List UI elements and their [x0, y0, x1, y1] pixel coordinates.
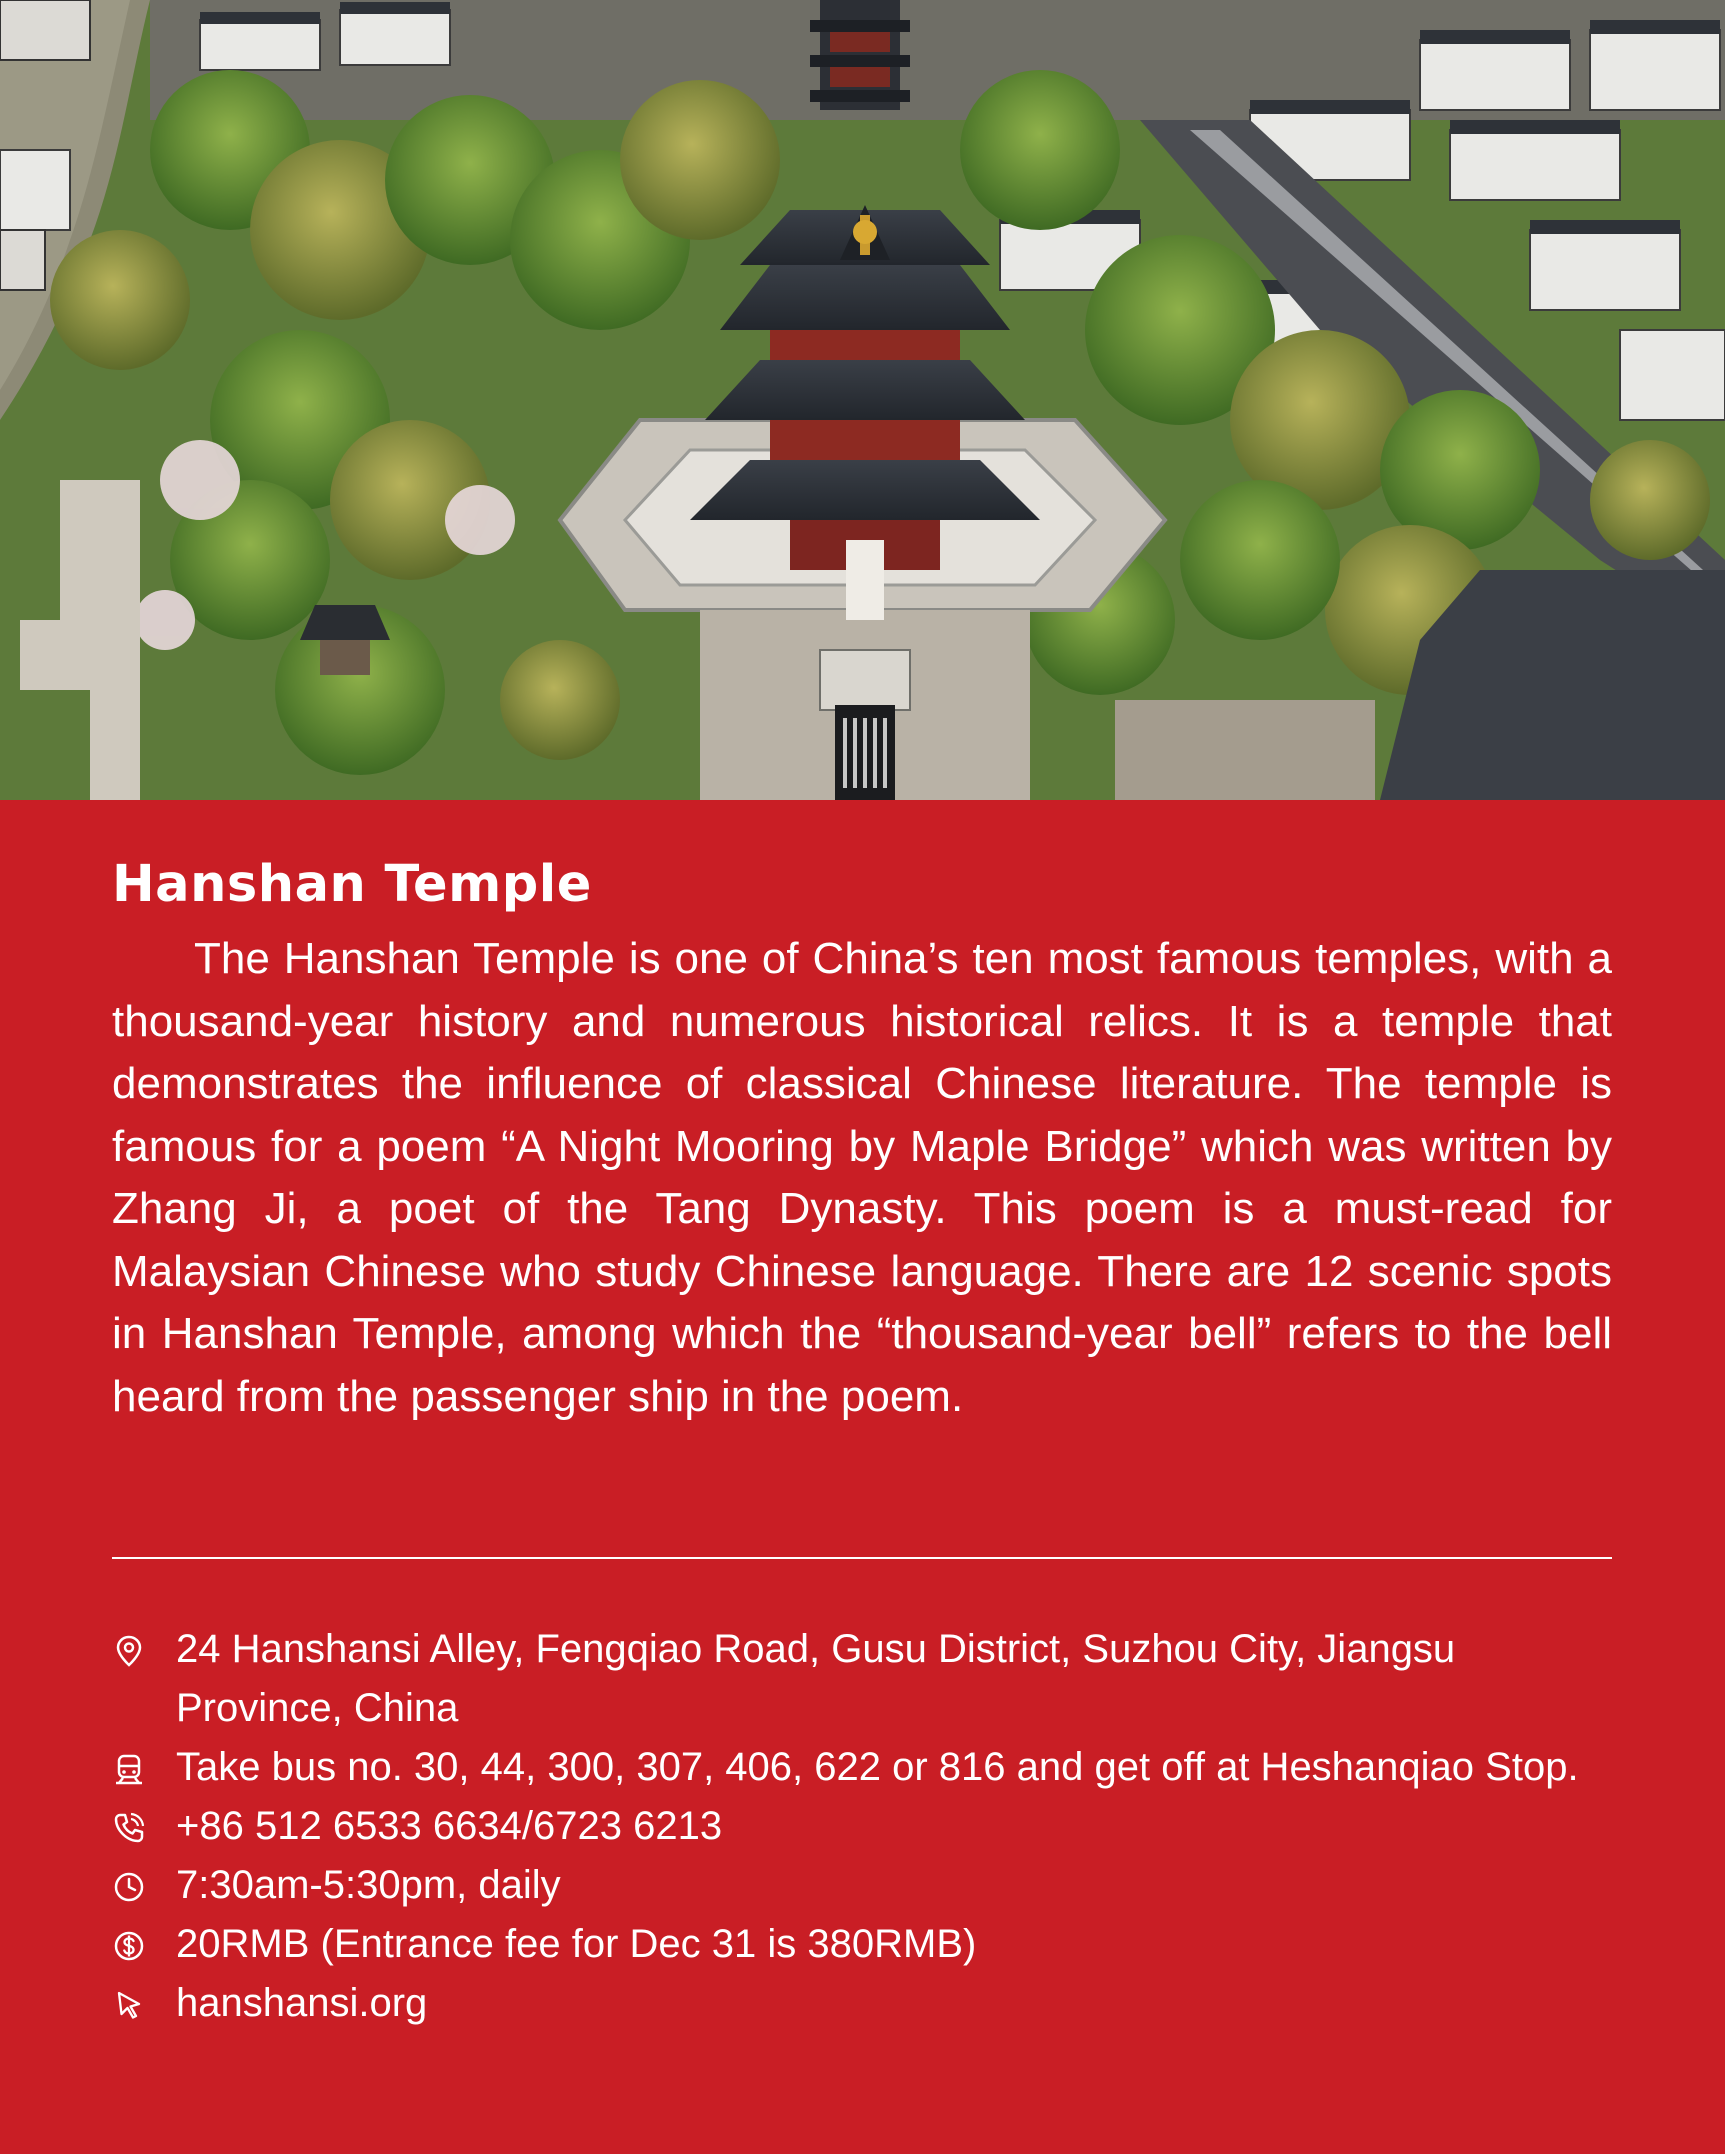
- info-panel: [0, 800, 1725, 2154]
- description-paragraph: The Hanshan Temple is one of China’s ten most famous temples, with a thousand-year history and numerous historical relics. It is a temple that demonstrates the influence of classical Chinese literature. The temple is famous for a poem “A Night Mooring by Maple Bridge” which was written by Zhang Ji, a poet of the Tang Dynasty. This poem is a must-read for Malaysian Chinese who study Chinese language. There are 12 scenic spots in Hanshan Temple, among which the “thousand-year bell” refers to the bell heard from the passenger ship in the poem.: [112, 934, 1612, 1421]
- info-transport: [112, 1738, 1612, 1797]
- info-address: [112, 1620, 1612, 1738]
- fee-text: 20RMB (Entrance fee for Dec 31 is 380RMB): [176, 1922, 977, 1966]
- temple-aerial-photo: [0, 0, 1725, 800]
- clock-icon: [112, 1870, 146, 1904]
- dollar-icon: [112, 1929, 146, 1963]
- info-website: [112, 1974, 1612, 2033]
- address-text: 24 Hanshansi Alley, Fengqiao Road, Gusu District, Suzhou City, Jiangsu Province, China: [176, 1627, 1456, 1730]
- website-link[interactable]: hanshansi.org: [176, 1981, 428, 2025]
- info-fee: [112, 1915, 1612, 1974]
- info-list: [112, 1620, 1612, 2033]
- cursor-icon: [112, 1988, 146, 2022]
- page-title: Hanshan Temple: [112, 855, 592, 914]
- location-pin-icon: [112, 1634, 146, 1668]
- train-icon: [112, 1752, 146, 1786]
- transport-text: Take bus no. 30, 44, 300, 307, 406, 622 or 816 and get off at Heshanqiao Stop.: [176, 1745, 1579, 1789]
- phone-icon: [112, 1811, 146, 1845]
- info-phone: [112, 1797, 1612, 1856]
- info-hours: [112, 1856, 1612, 1915]
- hours-text: 7:30am-5:30pm, daily: [176, 1863, 561, 1907]
- phone-text: +86 512 6533 6634/6723 6213: [176, 1804, 723, 1848]
- divider: [112, 1557, 1612, 1559]
